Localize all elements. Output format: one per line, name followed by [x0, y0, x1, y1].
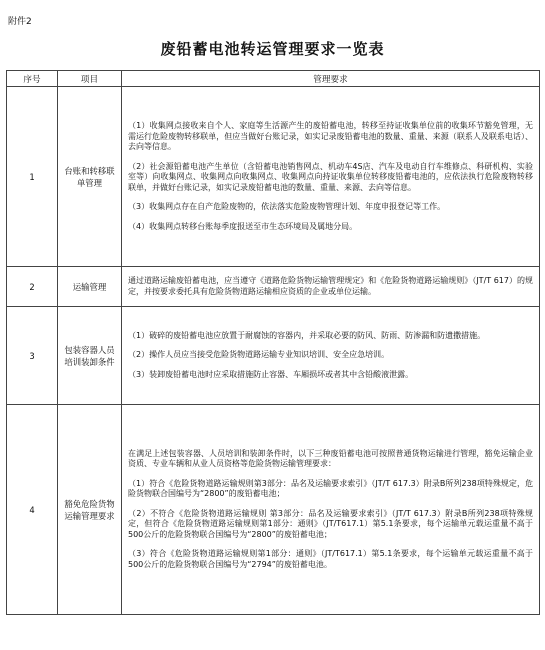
requirement-paragraph: （2）操作人员应当接受危险货物道路运输专业知识培训、安全应急培训。 [128, 350, 390, 360]
requirement-paragraph: （4）收集网点转移台账每季度报送至市生态环境局及属地分局。 [128, 221, 358, 231]
row-number: 4 [7, 405, 58, 615]
row-item: 台账和转移联单管理 [58, 87, 122, 267]
requirement-paragraph: （1）符合《危险货物道路运输规则第3部分：品名及运输要求索引》（JT/T 617.3）附录B所列238项特殊规定，危险货物联合国编号为“2800”的废铅蓄电池； [128, 478, 533, 499]
row-requirements [122, 87, 540, 267]
row-requirements [122, 267, 540, 307]
requirement-paragraph: （2）社会源铅蓄电池产生单位（含铅蓄电池销售网点、机动车4S店、汽车及电动自行车维修点、科研机构、实验室等）向收集网点、收集网点向收集网点、收集网点向持证收集单位转移废铅蓄电池的，应依法执行危险废物转移联单，并做好台账记录，如实记录废铅蓄电池的数量、重量、来源、去向等信息。 [128, 161, 533, 192]
header-item: 项目 [58, 71, 122, 87]
table-row [7, 307, 540, 405]
page-title: 废铅蓄电池转运管理要求一览表 [160, 40, 385, 58]
requirement-paragraph: 在满足上述包装容器、人员培训和装卸条件时，以下三种废铅蓄电池可按照普通货物运输进行管理，豁免运输企业资质、专业车辆和从业人员资格等危险货物运输管理要求： [128, 448, 533, 469]
row-item: 豁免危险货物运输管理要求 [58, 405, 122, 615]
requirement-paragraph: （1）收集网点接收来自个人、家庭等生活源产生的废铅蓄电池，转移至持证收集单位前的收集环节豁免管理，无需运行危险废物转移联单，但应当做好台账记录，如实记录废铅蓄电池的数量、重量、来源（联系人及联系电话）、去向等信息。 [128, 121, 533, 151]
row-number: 2 [7, 267, 58, 307]
row-number: 3 [7, 307, 58, 405]
requirement-paragraph: （2）不符合《危险货物道路运输规则 第3部分：品名及运输要求索引》（JT/T 617.3）附录B所列238项特殊规定，但符合《危险货物道路运输规则第1部分：通则》（JT/T617.1）第5.1条要求，每个运输单元载运重量不高于500公斤的危险货物联合国编号为“2800”的废铅蓄电池； [128, 508, 533, 539]
row-item: 运输管理 [58, 267, 122, 307]
header-requirements: 管理要求 [122, 71, 540, 87]
table-row [7, 267, 540, 307]
requirement-paragraph: （3）收集网点存在自产危险废物的，依法落实危险废物管理计划、年度申报登记等工作。 [128, 202, 446, 211]
row-number: 1 [7, 87, 58, 267]
requirement-paragraph: （3）装卸废铅蓄电池时应采取措施防止容器、车厢损坏或者其中含铅酸液泄露。 [128, 369, 414, 379]
row-item: 包装容器人员培训装卸条件 [58, 307, 122, 405]
row-requirements [122, 307, 540, 405]
requirement-paragraph: （1）破碎的废铅蓄电池应放置于耐腐蚀的容器内，并采取必要的防风、防雨、防渗漏和防遗撒措施。 [128, 330, 486, 340]
header-serial: 序号 [7, 71, 58, 87]
requirement-paragraph: （3）符合《危险货物道路运输规则第1部分：通则》（JT/T617.1）第5.1条要求，每个运输单元载运重量不高于500公斤的危险货物联合国编号为“2794”的废铅蓄电池。 [128, 549, 533, 569]
attachment-label: 附件2 [8, 17, 32, 27]
requirements-table [6, 70, 540, 615]
table-row [7, 87, 540, 267]
requirement-paragraph: 通过道路运输废铅蓄电池，应当遵守《道路危险货物运输管理规定》和《危险货物道路运输规则》（JT/T 617）的规定，并按要求委托具有危险货物道路运输相应资质的企业或单位运输。 [128, 276, 533, 296]
table-header-row [7, 71, 540, 87]
row-requirements [122, 405, 540, 615]
table-row [7, 405, 540, 615]
